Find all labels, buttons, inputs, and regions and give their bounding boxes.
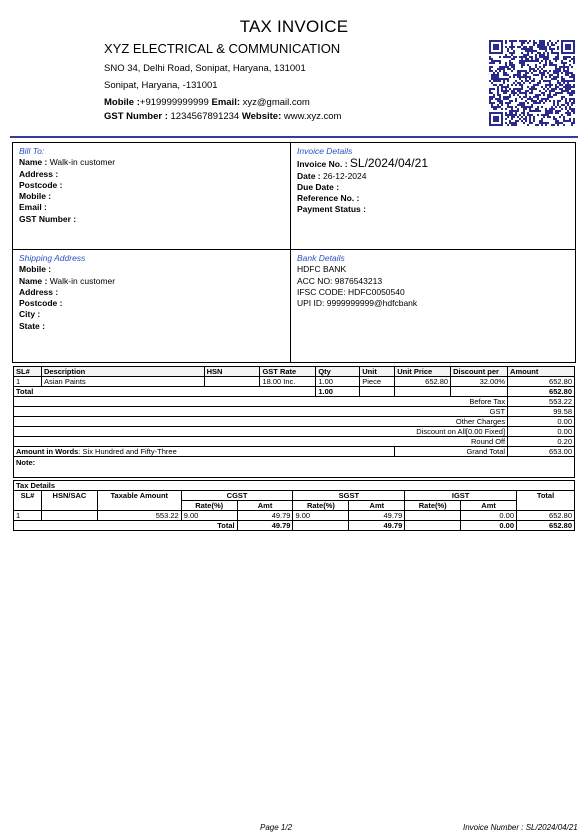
company-mobile: +919999999999 xyxy=(139,97,209,108)
tax-details-heading: Tax Details xyxy=(16,481,56,490)
company-email: xyz@gmail.com xyxy=(242,97,310,108)
invoice-details-section: Invoice Details Invoice No. : SL/2024/04/21 Date : 26-12-2024 Due Date : Reference No. : Payment Status : xyxy=(297,146,428,215)
company-address-line1: SNO 34, Delhi Road, Sonipat, Haryana, 131001 xyxy=(104,63,306,74)
col-hsn: HSN xyxy=(204,367,260,377)
gst-label: GST Number : xyxy=(104,111,168,122)
grand-total-value: 653.00 xyxy=(508,447,575,457)
bank-heading: Bank Details xyxy=(297,253,345,263)
shipping-heading: Shipping Address xyxy=(19,253,86,263)
note-cell: Note: xyxy=(14,457,575,478)
email-label: Email: xyxy=(211,97,240,108)
bill-to-heading: Bill To: xyxy=(19,146,45,156)
header-divider xyxy=(10,136,578,138)
gst-value: 99.58 xyxy=(508,407,575,417)
company-contact xyxy=(104,97,310,108)
footer-invoice-number: Invoice Number : SL/2024/04/21 xyxy=(463,823,578,832)
col-unit-price: Unit Price xyxy=(395,367,451,377)
qr-code-icon xyxy=(489,40,575,126)
col-gst-rate: GST Rate xyxy=(260,367,316,377)
company-name: XYZ ELECTRICAL & COMMUNICATION xyxy=(104,41,341,56)
bill-to-section: Bill To: Name : Walk-in customer Address : Postcode : Mobile : Email : GST Number : xyxy=(19,146,116,224)
invoice-details-heading: Invoice Details xyxy=(297,146,353,156)
bank-section xyxy=(297,253,417,309)
invoice-date: 26-12-2024 xyxy=(323,170,367,181)
col-sl: SL# xyxy=(14,367,42,377)
round-off-value: 0.20 xyxy=(508,437,575,447)
table-row: 1 553.22 9.00 49.79 9.00 49.79 0.00 652.80 xyxy=(14,511,575,521)
amount-in-words: Amount in Words: Six Hundred and Fifty-Three xyxy=(14,447,395,457)
col-discount: Discount per xyxy=(451,367,508,377)
invoice-title: TAX INVOICE xyxy=(239,17,349,36)
website-label: Website: xyxy=(241,111,282,122)
company-gst-number: 1234567891234 xyxy=(170,111,240,122)
company-website: www.xyz.com xyxy=(283,111,342,122)
discount-value: 0.00 xyxy=(508,427,575,437)
col-description: Description xyxy=(41,367,204,377)
bank-name: HDFC BANK xyxy=(297,264,347,275)
col-unit: Unit xyxy=(360,367,395,377)
company-address-line2: Sonipat, Haryana, -131001 xyxy=(104,80,218,91)
col-amount: Amount xyxy=(508,367,575,377)
items-table xyxy=(13,366,575,397)
tax-total-row: Total 49.79 49.79 0.00 652.80 xyxy=(14,521,575,531)
tax-details-table: Tax Details SL# HSN/SAC Taxable Amount CGST SGST IGST Total Rate(%) Amt Rate(%) Amt Rate(%) Amt 1 553.22 9.00 49.79 9.00 49.79 0.00 652.80 Total 49.79 49.79 0.00 652.80 xyxy=(13,480,575,531)
items-total-row: Total 1.00 652.80 xyxy=(14,387,575,397)
col-qty: Qty xyxy=(316,367,360,377)
summary-table: Before Tax 553.22 GST 99.58 Other Charges 0.00 Discount on All[0.00 Fixed] 0.00 Round Off 0.20 Amount in Words: Six Hundred and Fifty-Three Grand Total 653.00 Note: xyxy=(13,396,575,478)
shipping-name: Walk-in customer xyxy=(49,275,116,286)
table-row: 1 Asian Paints 18.00 Inc. 1.00 Piece 652.80 32.00% 652.80 xyxy=(14,377,575,387)
tax-total-label: Total xyxy=(217,521,235,530)
bank-account: ACC NO: 9876543213 xyxy=(297,275,383,286)
shipping-section: Shipping Address Mobile : Name : Walk-in customer Address : Postcode : City : State : xyxy=(19,253,116,331)
before-tax-value: 553.22 xyxy=(508,397,575,407)
bank-ifsc: IFSC CODE: HDFC0050540 xyxy=(297,286,405,297)
other-charges-value: 0.00 xyxy=(508,417,575,427)
page-number: Page 1/2 xyxy=(260,823,293,832)
mobile-label: Mobile : xyxy=(104,97,140,108)
bank-upi: UPI ID: 9999999999@hdfcbank xyxy=(297,298,418,309)
bill-to-name: Walk-in customer xyxy=(49,157,116,168)
company-gst xyxy=(104,111,341,122)
invoice-number: SL/2024/04/21 xyxy=(349,156,428,171)
